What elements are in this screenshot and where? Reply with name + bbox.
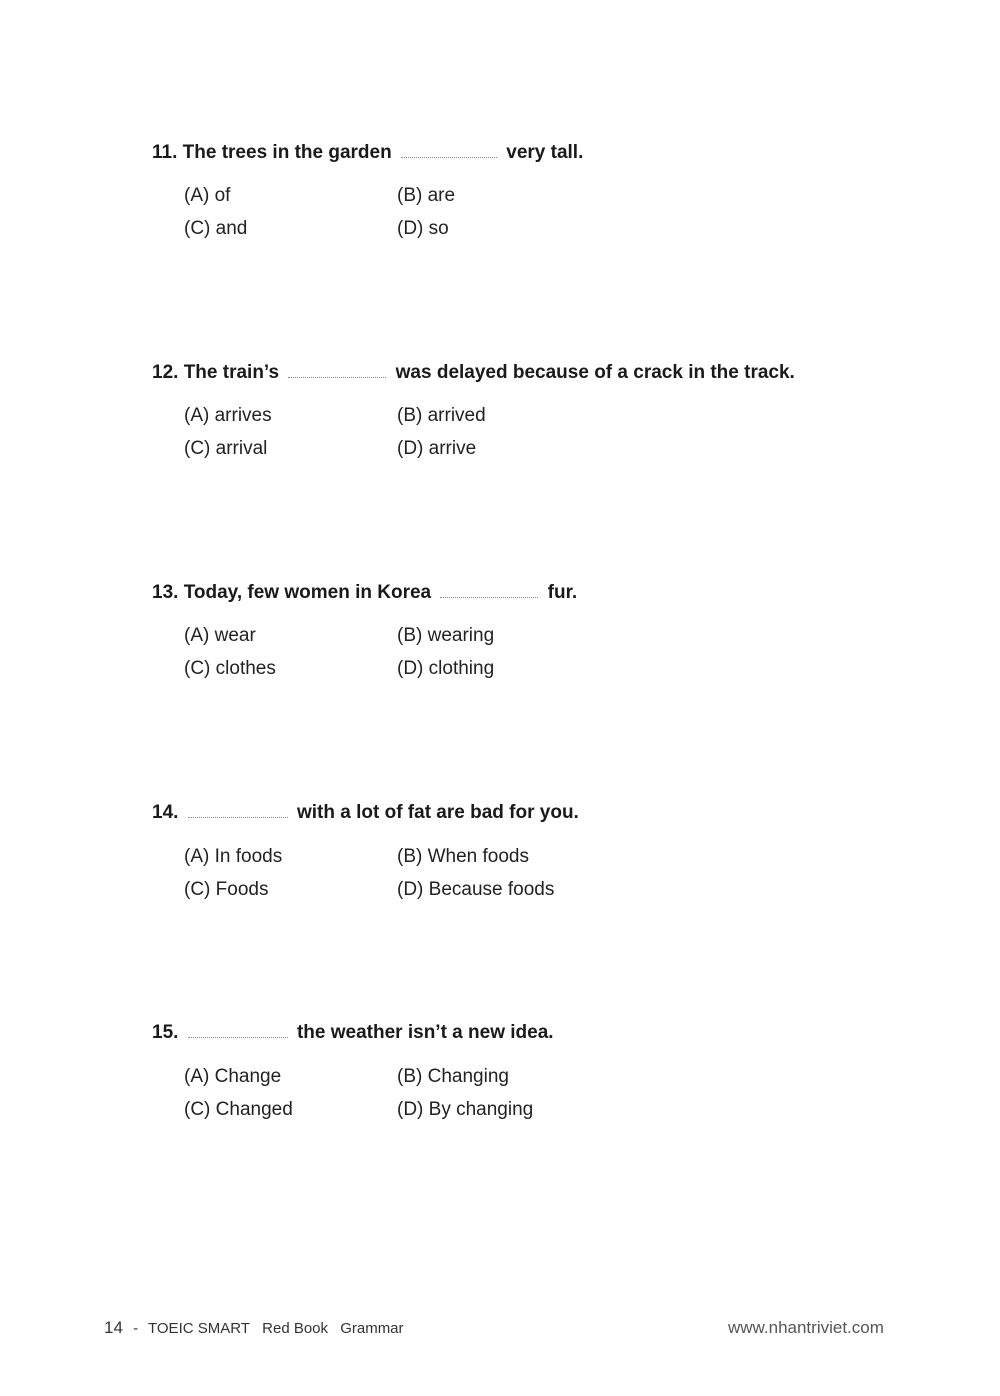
question-number: 12.: [152, 362, 179, 383]
stem-after-blank: fur.: [547, 582, 578, 603]
option-d: (D) so: [397, 218, 449, 239]
option-d: (D) Because foods: [397, 879, 555, 900]
question-number: 13.: [152, 582, 179, 603]
question-number: 15.: [152, 1022, 179, 1043]
question-number: 11.: [152, 142, 178, 163]
stem-before-blank: The train’s: [183, 362, 280, 383]
stem-after-blank: with a lot of fat are bad for you.: [296, 802, 579, 823]
question-stem: [152, 141, 583, 165]
book-title: TOEIC SMART: [148, 1320, 250, 1337]
answer-blank: [401, 156, 497, 158]
answer-blank: [188, 1036, 288, 1038]
stem-after-blank: was delayed because of a crack in the track.: [395, 362, 795, 383]
question-stem: [152, 361, 795, 385]
book-subject: Grammar: [340, 1320, 404, 1337]
answer-blank: [288, 376, 386, 378]
footer-separator: -: [133, 1320, 139, 1337]
page-number: 14: [104, 1318, 123, 1337]
option-c: (C) clothes: [184, 658, 276, 679]
answer-blank: [440, 596, 538, 598]
option-a: (A) In foods: [184, 846, 283, 867]
publisher-website: www.nhantriviet.com: [728, 1318, 884, 1337]
stem-before-blank: Today, few women in Korea: [183, 582, 432, 603]
option-b: (B) wearing: [397, 625, 495, 646]
option-d: (D) By changing: [397, 1099, 534, 1120]
stem-after-blank: very tall.: [506, 142, 584, 163]
option-a: (A) Change: [184, 1066, 282, 1087]
question-stem: [152, 1021, 554, 1045]
question-stem: [152, 801, 579, 825]
stem-before-blank: The trees in the garden: [182, 142, 392, 163]
book-edition: Red Book: [262, 1320, 329, 1337]
option-c: (C) Changed: [184, 1099, 293, 1120]
question-stem: [152, 581, 577, 605]
option-c: (C) Foods: [184, 879, 269, 900]
option-c: (C) and: [184, 218, 248, 239]
page-footer: [104, 1318, 412, 1338]
option-b: (B) arrived: [397, 405, 486, 426]
question-number: 14.: [152, 802, 179, 823]
option-b: (B) When foods: [397, 846, 529, 867]
option-d: (D) arrive: [397, 438, 477, 459]
option-a: (A) wear: [184, 625, 256, 646]
answer-blank: [188, 816, 288, 818]
option-b: (B) are: [397, 185, 456, 206]
stem-after-blank: the weather isn’t a new idea.: [296, 1022, 554, 1043]
option-a: (A) arrives: [184, 405, 272, 426]
option-c: (C) arrival: [184, 438, 268, 459]
option-b: (B) Changing: [397, 1066, 509, 1087]
option-a: (A) of: [184, 185, 231, 206]
option-d: (D) clothing: [397, 658, 495, 679]
